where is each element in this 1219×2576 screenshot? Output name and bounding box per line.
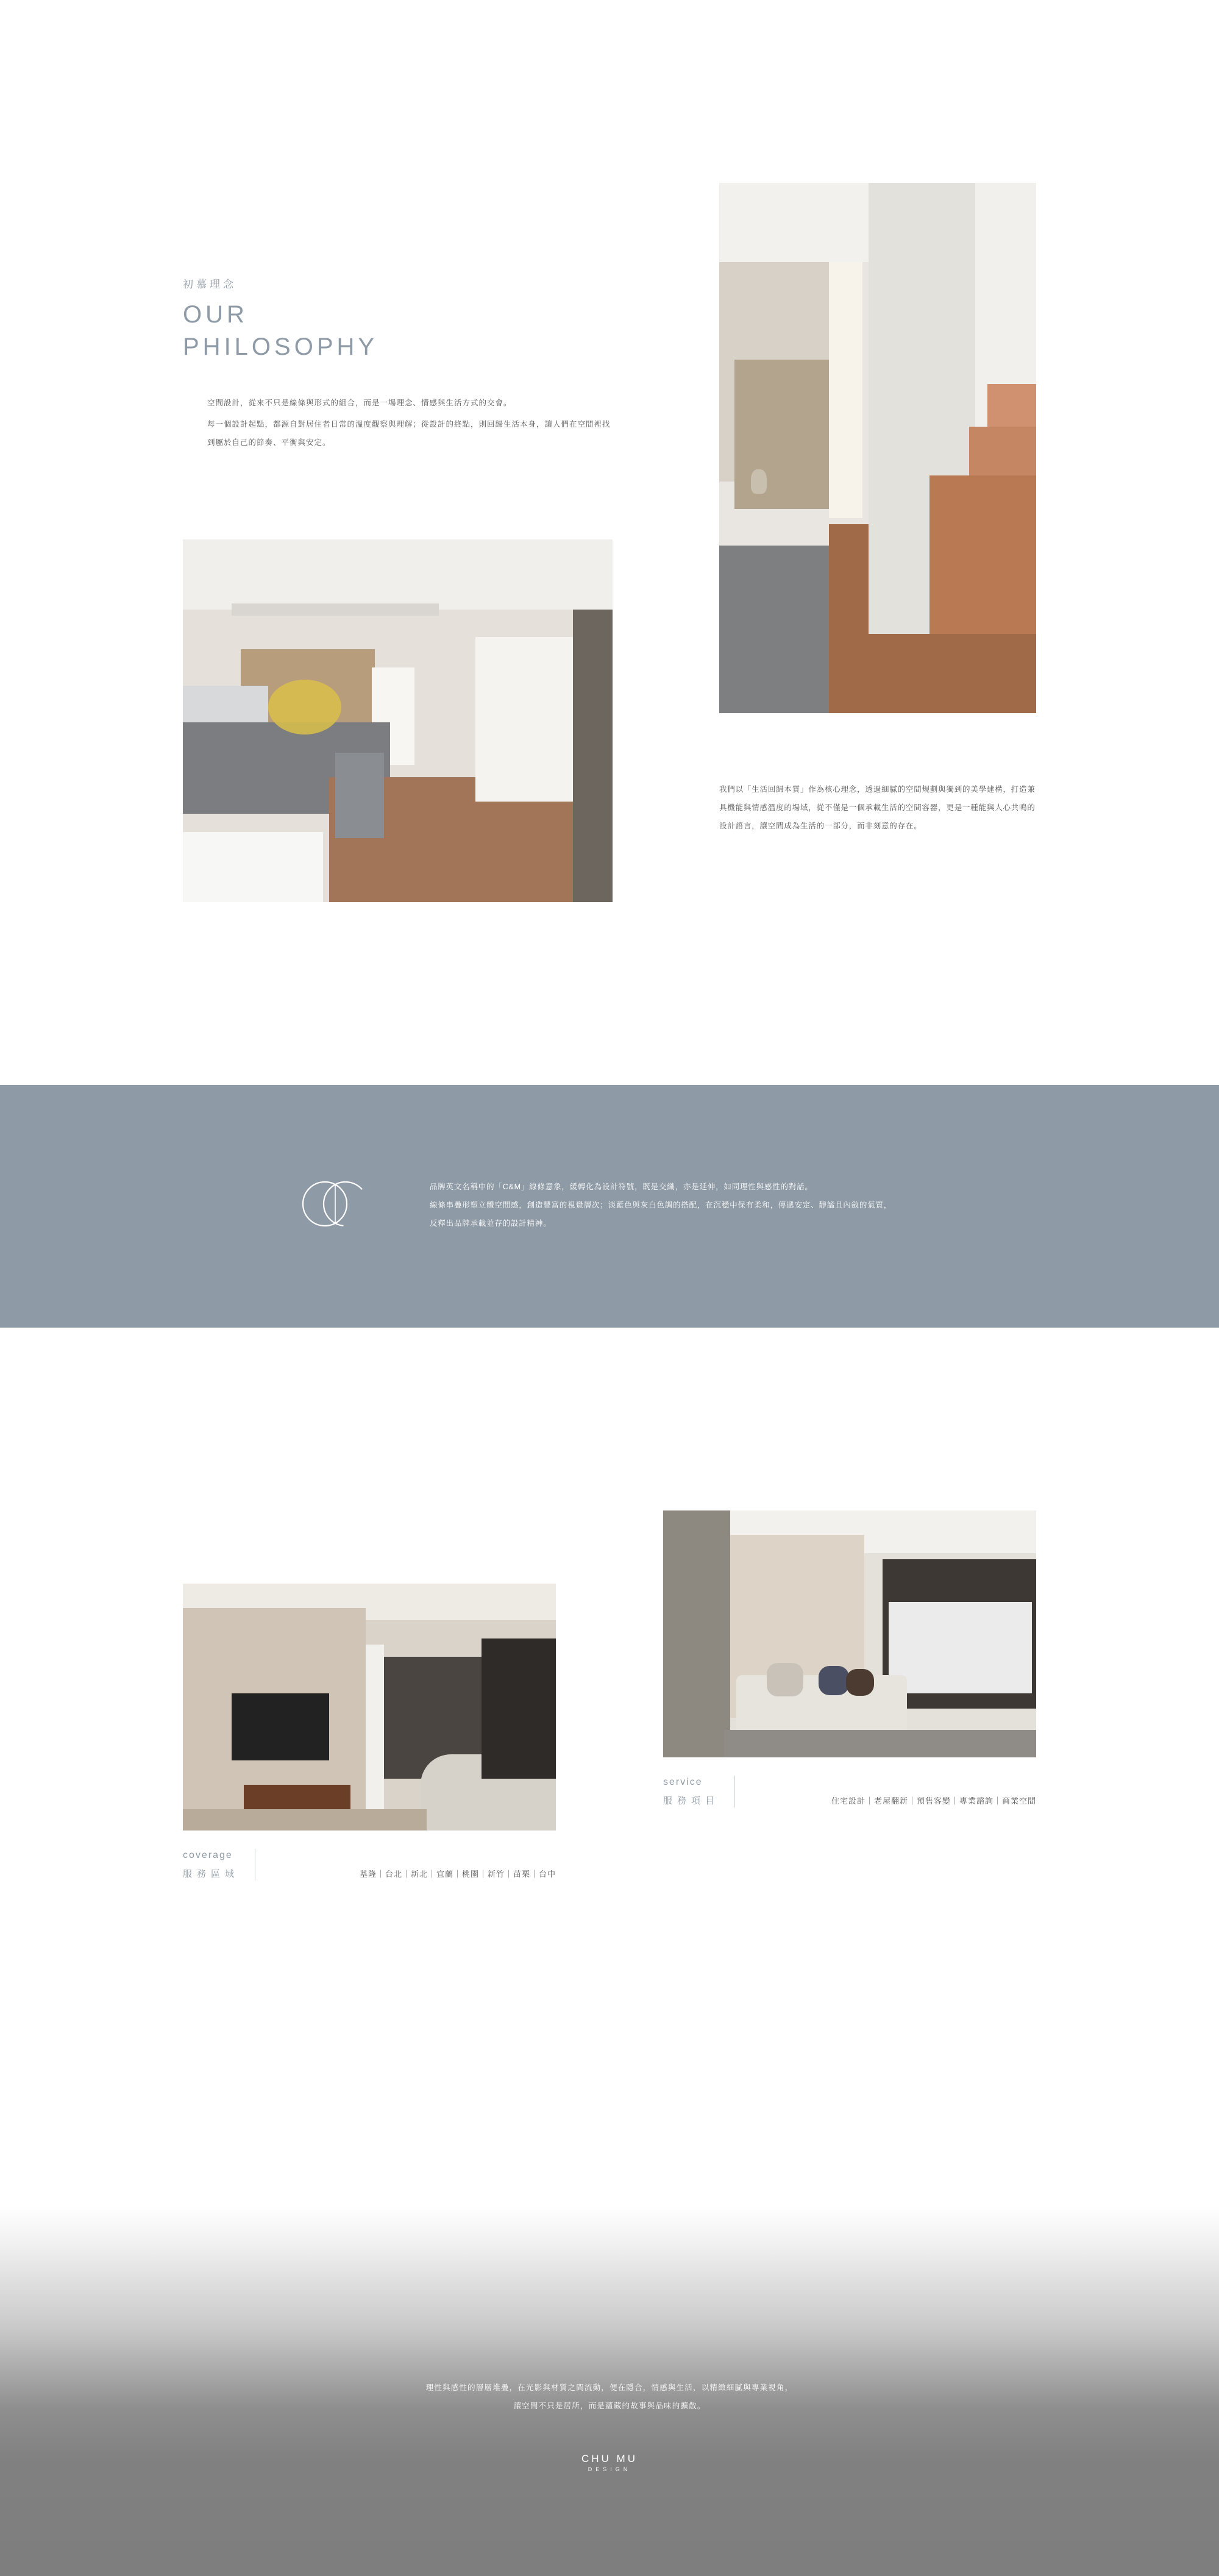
banner-text-line3: 反釋出品牌承載並存的設計精神。	[430, 1219, 552, 1228]
service-list: 住宅設計｜老屋翻新｜預售客變｜專業諮詢｜商業空間	[831, 1796, 1036, 1806]
philosophy-title-line2: PHILOSOPHY	[183, 333, 378, 360]
footer-brand-name[interactable]: CHU MU	[581, 2453, 638, 2464]
coverage-label-en: coverage	[183, 1850, 233, 1860]
service-divider	[734, 1776, 735, 1807]
philosophy-paragraph-1: 空間設計，從來不只是線條與形式的組合，而是一場理念、情感與生活方式的交會。	[207, 399, 512, 407]
service-label-en: service	[663, 1777, 703, 1787]
banner-text-line2: 線條串疊形塑立體空間感，創造豐富的視覺層次；淡藍色與灰白色調的搭配，在沉穩中保有柔和，傳遞安定、靜謐且內斂的氣質，	[430, 1201, 892, 1209]
footer-brand-subtitle: DESIGN	[588, 2466, 631, 2472]
footer-text-line1: 理性與感性的層層堆疊，在光影與材質之間流動，便在隱合，情感與生活，以精緻細膩與專業視角，	[425, 2383, 794, 2392]
banner-text-line1: 品牌英文名稱中的「C&M」線條意象，緩轉化為設計符號，既是交織，亦是延伸，如同理性與感性的對話。	[430, 1183, 813, 1191]
coverage-label-zh: 服務區域	[183, 1869, 240, 1879]
philosophy-paragraph-2: 每一個設計起點，都源自對居住者日常的溫度觀察與理解；從設計的終點，則回歸生活本身，讓人們在空間裡找到屬於自己的節奏、平衡與安定。	[207, 420, 611, 447]
service-label-zh: 服務項目	[663, 1796, 720, 1806]
philosophy-title	[183, 299, 378, 363]
coverage-list: 基隆｜台北｜新北｜宜蘭｜桃園｜新竹｜苗栗｜台中	[359, 1870, 556, 1879]
dining-room-photo	[183, 539, 613, 902]
stairway-photo	[719, 183, 1036, 713]
philosophy-right-paragraph: 我們以「生活回歸本質」作為核心理念，透過細膩的空間規劃與獨到的美學建構，打造兼具機能與情感溫度的場域，從不僅是一個承載生活的空間容器，更是一種能與人心共鳴的設計語言，讓空間成為生活的一部分，而非刻意的存在。	[719, 785, 1036, 830]
tv-lounge-photo	[183, 1584, 556, 1831]
footer-text-line2: 讓空間不只是居所，而是蘊藏的故事與品味的擴散。	[513, 2402, 706, 2410]
banner-text	[430, 1178, 917, 1233]
brand-logo-icon	[302, 1176, 369, 1231]
section-eyebrow: 初慕理念	[183, 279, 236, 290]
philosophy-title-line1: OUR	[183, 301, 248, 328]
living-room-photo	[663, 1510, 1036, 1757]
